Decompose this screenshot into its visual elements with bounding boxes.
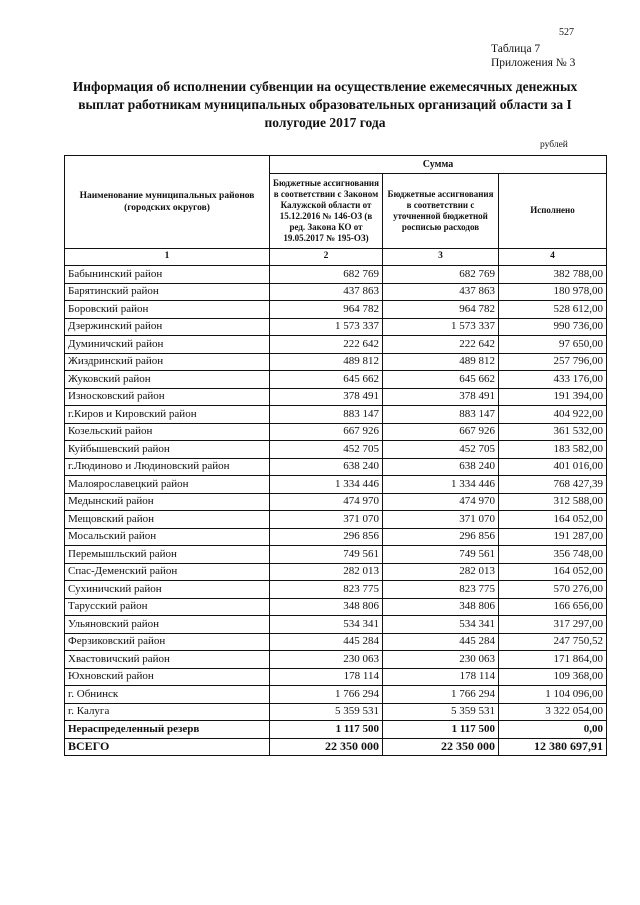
law-allocation: 437 863 <box>270 283 383 301</box>
executed-amount: 356 748,00 <box>499 546 607 564</box>
executed-amount: 361 532,00 <box>499 423 607 441</box>
district-name: г.Киров и Кировский район <box>65 406 270 424</box>
table-row <box>65 318 607 336</box>
total-law: 22 350 000 <box>270 738 383 756</box>
law-allocation: 1 334 446 <box>270 476 383 494</box>
law-allocation: 1 573 337 <box>270 318 383 336</box>
schedule-allocation: 230 063 <box>383 651 499 669</box>
table-row <box>65 493 607 511</box>
appendix-label: Приложения № 3 <box>491 57 576 69</box>
table-row <box>65 301 607 319</box>
schedule-allocation: 489 812 <box>383 353 499 371</box>
executed-amount: 433 176,00 <box>499 371 607 389</box>
total-name: ВСЕГО <box>65 738 270 756</box>
district-name: Ульяновский район <box>65 616 270 634</box>
table-row <box>65 441 607 459</box>
executed-amount: 528 612,00 <box>499 301 607 319</box>
column-number: 4 <box>499 248 607 266</box>
column-number: 2 <box>270 248 383 266</box>
reserve-law: 1 117 500 <box>270 721 383 739</box>
schedule-allocation: 1 766 294 <box>383 686 499 704</box>
district-name: Перемышльский район <box>65 546 270 564</box>
schedule-allocation: 5 359 531 <box>383 703 499 721</box>
schedule-allocation: 749 561 <box>383 546 499 564</box>
executed-amount: 3 322 054,00 <box>499 703 607 721</box>
district-name: Износковский район <box>65 388 270 406</box>
law-allocation: 883 147 <box>270 406 383 424</box>
column-number: 1 <box>65 248 270 266</box>
law-allocation: 645 662 <box>270 371 383 389</box>
district-name: Хвастовичский район <box>65 651 270 669</box>
total-executed: 12 380 697,91 <box>499 738 607 756</box>
law-allocation: 452 705 <box>270 441 383 459</box>
schedule-allocation: 534 341 <box>383 616 499 634</box>
table-row <box>65 598 607 616</box>
district-name: Ферзиковский район <box>65 633 270 651</box>
executed-amount: 191 287,00 <box>499 528 607 546</box>
district-name: Жуковский район <box>65 371 270 389</box>
executed-amount: 180 978,00 <box>499 283 607 301</box>
district-name: Боровский район <box>65 301 270 319</box>
executed-amount: 164 052,00 <box>499 563 607 581</box>
schedule-allocation: 474 970 <box>383 493 499 511</box>
district-name: Жиздринский район <box>65 353 270 371</box>
unit-label: рублей <box>540 140 568 150</box>
table-row <box>65 336 607 354</box>
executed-amount: 183 582,00 <box>499 441 607 459</box>
schedule-allocation: 222 642 <box>383 336 499 354</box>
executed-amount: 401 016,00 <box>499 458 607 476</box>
schedule-allocation: 823 775 <box>383 581 499 599</box>
law-allocation: 282 013 <box>270 563 383 581</box>
page-number: 527 <box>559 27 574 38</box>
district-name: Тарусский район <box>65 598 270 616</box>
table-row <box>65 283 607 301</box>
table-row <box>65 668 607 686</box>
schedule-allocation: 1 334 446 <box>383 476 499 494</box>
executed-amount: 247 750,52 <box>499 633 607 651</box>
table-label: Таблица 7 <box>491 43 541 55</box>
header-sum: Сумма <box>270 156 607 174</box>
table-row <box>65 353 607 371</box>
table-row <box>65 581 607 599</box>
schedule-allocation: 883 147 <box>383 406 499 424</box>
table-row <box>65 651 607 669</box>
schedule-allocation: 667 926 <box>383 423 499 441</box>
table-row <box>65 511 607 529</box>
law-allocation: 296 856 <box>270 528 383 546</box>
executed-amount: 1 104 096,00 <box>499 686 607 704</box>
law-allocation: 638 240 <box>270 458 383 476</box>
executed-amount: 990 736,00 <box>499 318 607 336</box>
executed-amount: 97 650,00 <box>499 336 607 354</box>
executed-amount: 257 796,00 <box>499 353 607 371</box>
schedule-allocation: 378 491 <box>383 388 499 406</box>
executed-amount: 382 788,00 <box>499 266 607 284</box>
district-name: Мосальский район <box>65 528 270 546</box>
executed-amount: 164 052,00 <box>499 511 607 529</box>
law-allocation: 222 642 <box>270 336 383 354</box>
table-row <box>65 686 607 704</box>
executed-amount: 768 427,39 <box>499 476 607 494</box>
district-name: Медынский район <box>65 493 270 511</box>
table-row <box>65 546 607 564</box>
law-allocation: 474 970 <box>270 493 383 511</box>
table-row <box>65 563 607 581</box>
table-row <box>65 423 607 441</box>
district-name: Юхновский район <box>65 668 270 686</box>
table-row <box>65 388 607 406</box>
schedule-allocation: 638 240 <box>383 458 499 476</box>
schedule-allocation: 178 114 <box>383 668 499 686</box>
reserve-name: Нераспределенный резерв <box>65 721 270 739</box>
report-table <box>64 155 607 756</box>
schedule-allocation: 964 782 <box>383 301 499 319</box>
table-row <box>65 371 607 389</box>
schedule-allocation: 371 070 <box>383 511 499 529</box>
table-row <box>65 476 607 494</box>
table-row <box>65 633 607 651</box>
schedule-allocation: 1 573 337 <box>383 318 499 336</box>
table-row <box>65 406 607 424</box>
document-title: Информация об исполнении субвенции на осуществление ежемесячных денежных выплат работникам муниципальных образовательных организаций области за I полугодие 2017 года <box>72 79 578 130</box>
table-row <box>65 266 607 284</box>
law-allocation: 534 341 <box>270 616 383 634</box>
table-reference <box>491 42 575 70</box>
district-name: Барятинский район <box>65 283 270 301</box>
law-allocation: 378 491 <box>270 388 383 406</box>
district-name: Куйбышевский район <box>65 441 270 459</box>
law-allocation: 178 114 <box>270 668 383 686</box>
executed-amount: 109 368,00 <box>499 668 607 686</box>
law-allocation: 348 806 <box>270 598 383 616</box>
executed-amount: 191 394,00 <box>499 388 607 406</box>
schedule-allocation: 437 863 <box>383 283 499 301</box>
header-district: Наименование муниципальных районов (городских округов) <box>65 156 270 249</box>
reserve-schedule: 1 117 500 <box>383 721 499 739</box>
reserve-executed: 0,00 <box>499 721 607 739</box>
executed-amount: 570 276,00 <box>499 581 607 599</box>
law-allocation: 445 284 <box>270 633 383 651</box>
district-name: Спас-Деменский район <box>65 563 270 581</box>
district-name: Сухиничский район <box>65 581 270 599</box>
schedule-allocation: 348 806 <box>383 598 499 616</box>
district-name: Мещовский район <box>65 511 270 529</box>
executed-amount: 171 864,00 <box>499 651 607 669</box>
district-name: г. Калуга <box>65 703 270 721</box>
law-allocation: 682 769 <box>270 266 383 284</box>
district-name: г.Людиново и Людиновский район <box>65 458 270 476</box>
total-schedule: 22 350 000 <box>383 738 499 756</box>
table-row <box>65 528 607 546</box>
schedule-allocation: 282 013 <box>383 563 499 581</box>
reserve-row <box>65 721 607 739</box>
header-budget-schedule: Бюджетные ассигнования в соответствии с уточненной бюджетной росписью расходов <box>383 173 499 248</box>
law-allocation: 823 775 <box>270 581 383 599</box>
executed-amount: 166 656,00 <box>499 598 607 616</box>
district-name: г. Обнинск <box>65 686 270 704</box>
schedule-allocation: 445 284 <box>383 633 499 651</box>
table-row <box>65 616 607 634</box>
district-name: Бабынинский район <box>65 266 270 284</box>
table-row <box>65 703 607 721</box>
law-allocation: 230 063 <box>270 651 383 669</box>
district-name: Дзержинский район <box>65 318 270 336</box>
district-name: Козельский район <box>65 423 270 441</box>
law-allocation: 964 782 <box>270 301 383 319</box>
law-allocation: 5 359 531 <box>270 703 383 721</box>
total-row <box>65 738 607 756</box>
law-allocation: 667 926 <box>270 423 383 441</box>
executed-amount: 404 922,00 <box>499 406 607 424</box>
schedule-allocation: 682 769 <box>383 266 499 284</box>
schedule-allocation: 645 662 <box>383 371 499 389</box>
law-allocation: 371 070 <box>270 511 383 529</box>
law-allocation: 489 812 <box>270 353 383 371</box>
column-number: 3 <box>383 248 499 266</box>
executed-amount: 317 297,00 <box>499 616 607 634</box>
table-row <box>65 458 607 476</box>
header-law-allocations: Бюджетные ассигнования в соответствии с Законом Калужской области от 15.12.2016 № 146-ОЗ (в ред. Закона КО от 19.05.2017 № 195-ОЗ) <box>270 173 383 248</box>
schedule-allocation: 452 705 <box>383 441 499 459</box>
executed-amount: 312 588,00 <box>499 493 607 511</box>
schedule-allocation: 296 856 <box>383 528 499 546</box>
law-allocation: 1 766 294 <box>270 686 383 704</box>
law-allocation: 749 561 <box>270 546 383 564</box>
header-executed: Исполнено <box>499 173 607 248</box>
district-name: Думиничский район <box>65 336 270 354</box>
district-name: Малоярославецкий район <box>65 476 270 494</box>
